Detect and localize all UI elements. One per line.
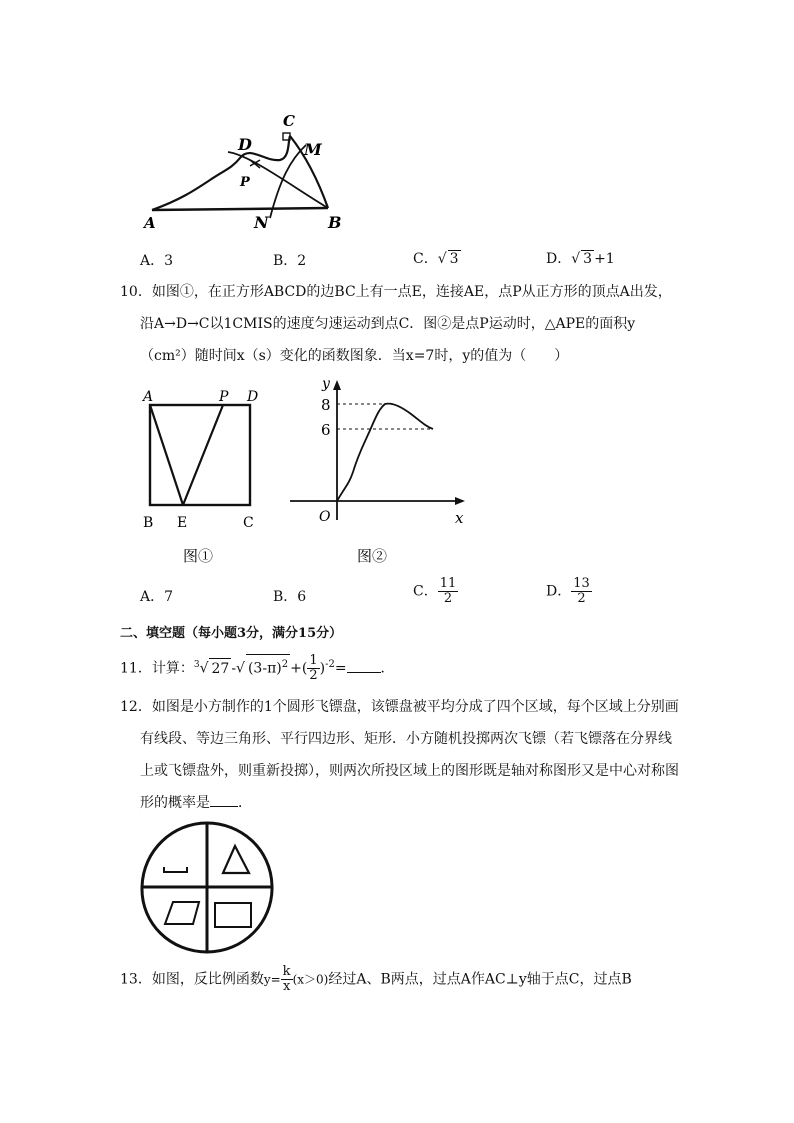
frac-den: 2 <box>309 668 318 684</box>
q10-option-a: A．7 <box>140 589 174 605</box>
sqrt-sign: √ <box>437 251 447 267</box>
fraction-1-2 <box>307 654 319 683</box>
fig2-label-y: y <box>322 376 330 392</box>
q13-condition: (x＞0) <box>292 972 329 987</box>
q10-option-b: B．6 <box>273 589 307 605</box>
segment-ae <box>150 405 183 505</box>
q11-exp-2: 2 <box>281 659 289 670</box>
frac-den: x <box>282 979 291 994</box>
q9-option-d-prefix: D． <box>546 251 572 267</box>
q10-option-d-prefix: D． <box>546 583 572 600</box>
answer-blank[interactable] <box>210 806 238 807</box>
q12-line-1: 12．如图是小方制作的1个圆形飞镖盘，该镖盘被平均分成了四个区域，每个区域上分别画 <box>120 699 679 715</box>
fraction-13-2 <box>571 577 592 606</box>
q9-option-c-prefix: C． <box>413 251 438 267</box>
frac-num: 1 <box>309 653 318 669</box>
q9-option-d-value: 3 <box>583 251 593 267</box>
fraction-k-x <box>281 965 293 994</box>
label-d: D <box>238 135 252 154</box>
frac-den: 2 <box>443 591 453 606</box>
function-curve <box>337 404 433 501</box>
fig1-label-b: B <box>143 515 154 531</box>
q13-rest: 经过A、B两点，过点A作AC⊥y轴于点C，过点B <box>328 971 632 988</box>
fig2-label-x: x <box>455 509 464 527</box>
q9-option-d <box>546 248 615 268</box>
q9-option-b: B．2 <box>273 253 307 269</box>
fig1-caption: 图① <box>183 547 214 565</box>
q10-figure-2 <box>285 372 475 572</box>
q13-line <box>120 965 632 994</box>
q10-figure-1 <box>135 385 275 570</box>
q11-plus: +( <box>290 660 308 677</box>
label-c: C <box>283 112 295 130</box>
cube-root-index: 3 <box>193 660 200 670</box>
y-axis-arrow <box>333 380 341 390</box>
q10-option-c-prefix: C． <box>413 583 438 600</box>
dartboard-figure <box>135 818 280 958</box>
q12-line-3: 上或飞镖盘外，则重新投掷），则两次所投区域上的图形既是轴对称图形又是中心对称图 <box>140 763 679 779</box>
curve-left <box>152 136 290 210</box>
q11-exp-neg2: -2 <box>325 659 335 670</box>
q11-line <box>120 654 395 683</box>
fig1-label-p: P <box>219 389 229 405</box>
frac-num: 11 <box>439 576 457 591</box>
fraction-11-2 <box>438 577 459 606</box>
arc-mn <box>270 145 306 218</box>
q10-option-c <box>413 577 458 606</box>
segment-pe <box>183 405 223 505</box>
q11-radicand-1: 27 <box>209 658 231 679</box>
q11-prefix: 11．计算： <box>120 660 194 677</box>
q11-close: ) <box>319 660 326 677</box>
sqrt-sign: √ <box>199 660 209 677</box>
q13-prefix: 13．如图，反比例函数 <box>120 971 264 988</box>
fig1-label-e: E <box>177 515 188 531</box>
q11-radicand-2 <box>246 654 290 679</box>
rectangle-shape <box>215 903 251 927</box>
q12-line-2: 有线段、等边三角形、平行四边形、矩形．小方随机投掷两次飞镖（若飞镖落在分界线 <box>140 731 672 747</box>
label-b: B <box>328 213 342 232</box>
fig1-label-c: C <box>243 515 254 531</box>
frac-num: k <box>282 964 291 979</box>
q12-line-4 <box>140 793 252 813</box>
fig2-tick-6: 6 <box>321 421 331 439</box>
answer-blank[interactable] <box>347 672 381 673</box>
q12-line-4-text: 形的概率是 <box>140 795 210 811</box>
q9-option-c-value: 3 <box>449 251 459 267</box>
sqrt-sign: √ <box>236 660 245 677</box>
q13-y-eq: y= <box>263 972 281 987</box>
q10-line-1: 10．如图①，在正方形ABCD的边BC上有一点E，连接AE，点P从正方形的顶点A出发， <box>120 284 672 300</box>
fig1-label-d: D <box>247 389 259 405</box>
q9-figure <box>140 100 360 235</box>
q11-radicand-2-base: (3-π) <box>247 660 282 677</box>
q9-option-a: A．3 <box>140 253 174 269</box>
label-a: A <box>144 214 156 232</box>
q10-line-2: 沿A→D→C以1CMIS的速度匀速运动到点C．图②是点P运动时，△APE的面积y <box>140 316 636 332</box>
parallelogram-shape <box>165 902 199 924</box>
label-p: P <box>240 175 250 190</box>
q11-minus: - <box>231 660 237 677</box>
line-segment-shape <box>164 867 187 872</box>
x-axis-arrow <box>455 497 465 505</box>
section-2-title: 二、填空题（每小题3分，满分15分） <box>120 626 343 641</box>
q12-line-4-end: ． <box>238 795 252 811</box>
square-abcd <box>150 405 250 505</box>
frac-num: 13 <box>573 576 590 591</box>
frac-den: 2 <box>577 591 586 606</box>
fig2-tick-8: 8 <box>321 396 331 414</box>
q9-option-c <box>413 248 461 268</box>
fig2-caption: 图② <box>357 547 388 565</box>
q10-line-3: （cm²）随时间x（s）变化的函数图象．当x=7时，y的值为（ ） <box>140 348 569 364</box>
triangle-shape <box>223 846 249 873</box>
label-m: M <box>304 140 322 159</box>
fig2-label-o: O <box>319 509 331 525</box>
label-n: N <box>254 213 269 232</box>
q11-eq: = <box>334 660 347 677</box>
segment-ab <box>152 208 328 210</box>
q10-option-d <box>546 577 592 606</box>
q11-end: ． <box>380 660 395 677</box>
sqrt-sign: √ <box>571 251 581 267</box>
fig1-label-a: A <box>143 389 154 405</box>
q9-option-d-suffix: +1 <box>594 251 615 267</box>
